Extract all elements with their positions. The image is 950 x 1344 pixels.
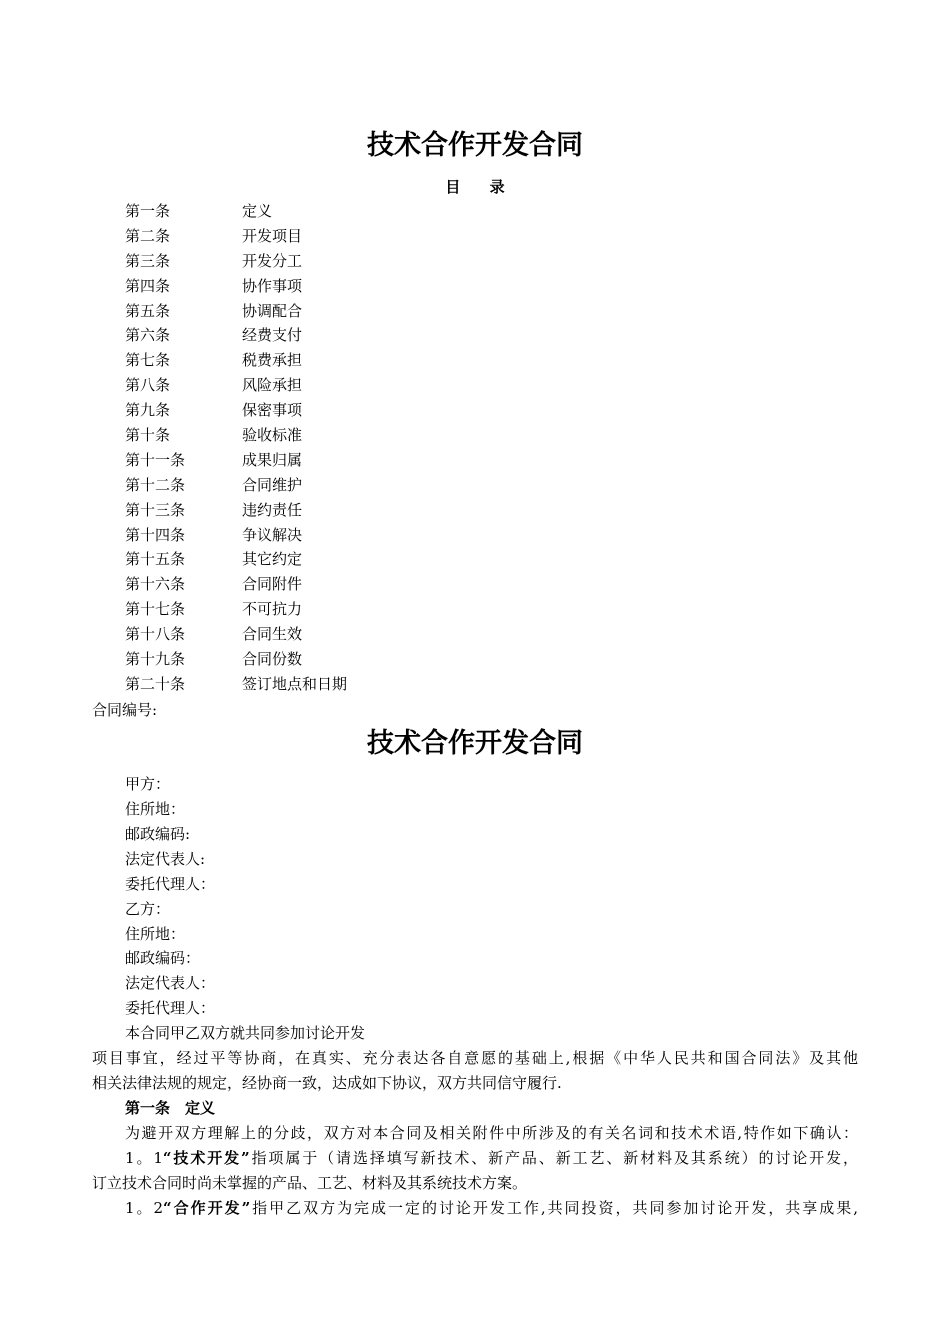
toc-item-number: 第六条 (125, 326, 171, 345)
toc-item-title: 其它约定 (242, 550, 303, 569)
toc-item-title: 开发项目 (242, 226, 303, 245)
toc-item-title: 开发分工 (242, 251, 303, 270)
toc-item (125, 572, 347, 597)
definition-1-1-term: “技术开发” (162, 1149, 250, 1167)
toc-item-number: 第五条 (125, 301, 171, 320)
definition-1-2-term: “合作开发” (163, 1199, 251, 1217)
toc-item (125, 224, 347, 249)
toc-item (125, 622, 347, 647)
toc-item-title: 验收标准 (242, 426, 303, 445)
preamble-line-1: 本合同甲乙双方就共同参加讨论开发 (125, 1024, 366, 1042)
toc-heading: 目 录 (445, 178, 517, 196)
toc-item-title: 风险承担 (242, 376, 303, 395)
toc-item-number: 第八条 (125, 376, 171, 395)
toc-item (125, 348, 347, 373)
party-b-legal-rep: 法定代表人： (125, 974, 216, 992)
party-b-address: 住所地： (125, 925, 186, 943)
toc-item-number: 第四条 (125, 276, 171, 295)
toc-item-number: 第十四条 (125, 525, 186, 544)
toc-item (125, 498, 347, 523)
party-a-agent: 委托代理人： (125, 875, 216, 893)
toc-item-title: 签订地点和日期 (242, 674, 348, 693)
party-a-legal-rep: 法定代表人: (125, 850, 206, 868)
toc-item-number: 第十九条 (125, 650, 186, 669)
party-b-postcode: 邮政编码： (125, 949, 201, 967)
toc-item-title: 合同附件 (242, 575, 303, 594)
toc-item-title: 争议解决 (242, 525, 303, 544)
toc-item (125, 448, 347, 473)
toc-item-number: 第二十条 (125, 674, 186, 693)
toc-item (125, 373, 347, 398)
party-a-label: 甲方： (125, 775, 171, 793)
toc-item (125, 547, 347, 572)
definition-1-1 (125, 1146, 858, 1171)
toc-item (125, 597, 347, 622)
article-1-heading: 第一条 定义 (125, 1099, 216, 1117)
toc-item-title: 协作事项 (242, 276, 303, 295)
party-b-agent: 委托代理人： (125, 999, 216, 1017)
toc-item-number: 第十一条 (125, 450, 186, 469)
toc-item (125, 199, 347, 224)
toc-item-number: 第二条 (125, 226, 171, 245)
toc-item-title: 合同生效 (242, 625, 303, 644)
toc-item (125, 299, 347, 324)
toc-item-number: 第七条 (125, 351, 171, 370)
toc-item (125, 423, 347, 448)
toc-item-title: 经费支付 (242, 326, 303, 345)
preamble-line-3: 相关法律法规的规定，经协商一致，达成如下协议，双方共同信守履行. (92, 1074, 562, 1092)
toc-item (125, 672, 347, 697)
toc-item-title: 保密事项 (242, 401, 303, 420)
toc-item (125, 647, 347, 672)
definition-1-1-number: 1。1 (125, 1149, 163, 1167)
contract-title: 技术合作开发合同 (367, 728, 583, 759)
toc-item (125, 523, 347, 548)
toc-item-number: 第十八条 (125, 625, 186, 644)
toc-item-number: 第一条 (125, 202, 171, 220)
toc-item (125, 323, 347, 348)
table-of-contents (125, 199, 347, 697)
toc-item-number: 第三条 (125, 251, 171, 270)
definition-1-1-text: 指项属于（请选择填写新技术、新产品、新工艺、新材料及其系统）的讨论开发， (249, 1149, 858, 1167)
toc-item-number: 第十七条 (125, 600, 186, 619)
party-a-postcode: 邮政编码: (125, 825, 191, 843)
toc-item-title: 税费承担 (242, 351, 303, 370)
toc-item-title: 协调配合 (242, 301, 303, 320)
toc-item-number: 第十二条 (125, 475, 186, 494)
toc-page-title: 技术合作开发合同 (367, 130, 583, 161)
toc-item-title: 违约责任 (242, 500, 303, 519)
party-a-address: 住所地： (125, 800, 186, 818)
toc-item-number: 第九条 (125, 401, 171, 420)
toc-item-title: 不可抗力 (242, 600, 303, 619)
toc-item-number: 第十三条 (125, 500, 186, 519)
definition-1-2-number: 1。2 (125, 1199, 164, 1217)
toc-item-number: 第十五条 (125, 550, 186, 569)
toc-item-number: 第十六条 (125, 575, 186, 594)
toc-item (125, 398, 347, 423)
toc-item (125, 473, 347, 498)
toc-item-title: 合同份数 (242, 650, 303, 669)
toc-item-number: 第十条 (125, 426, 171, 445)
definition-1-1-continued: 订立技术合同时尚未掌握的产品、工艺、材料及其系统技术方案。 (92, 1174, 528, 1192)
toc-item-title: 合同维护 (242, 475, 303, 494)
toc-item-title: 成果归属 (242, 450, 303, 469)
preamble-line-2: 项目事宜，经过平等协商，在真实、充分表达各自意愿的基础上,根据《中华人民共和国合同法》及其他 (92, 1049, 858, 1067)
definition-1-2 (125, 1196, 858, 1221)
contract-number-label: 合同编号: (92, 701, 158, 719)
party-b-label: 乙方： (125, 900, 171, 918)
toc-item (125, 249, 347, 274)
definition-1-2-text: 指甲乙双方为完成一定的讨论开发工作,共同投资，共同参加讨论开发，共享成果, (250, 1199, 858, 1217)
article-1-intro: 为避开双方理解上的分歧，双方对本合同及相关附件中所涉及的有关名词和技术术语,特作如下确认： (125, 1124, 858, 1142)
toc-item (125, 274, 347, 299)
toc-item-title: 定义 (242, 202, 273, 220)
